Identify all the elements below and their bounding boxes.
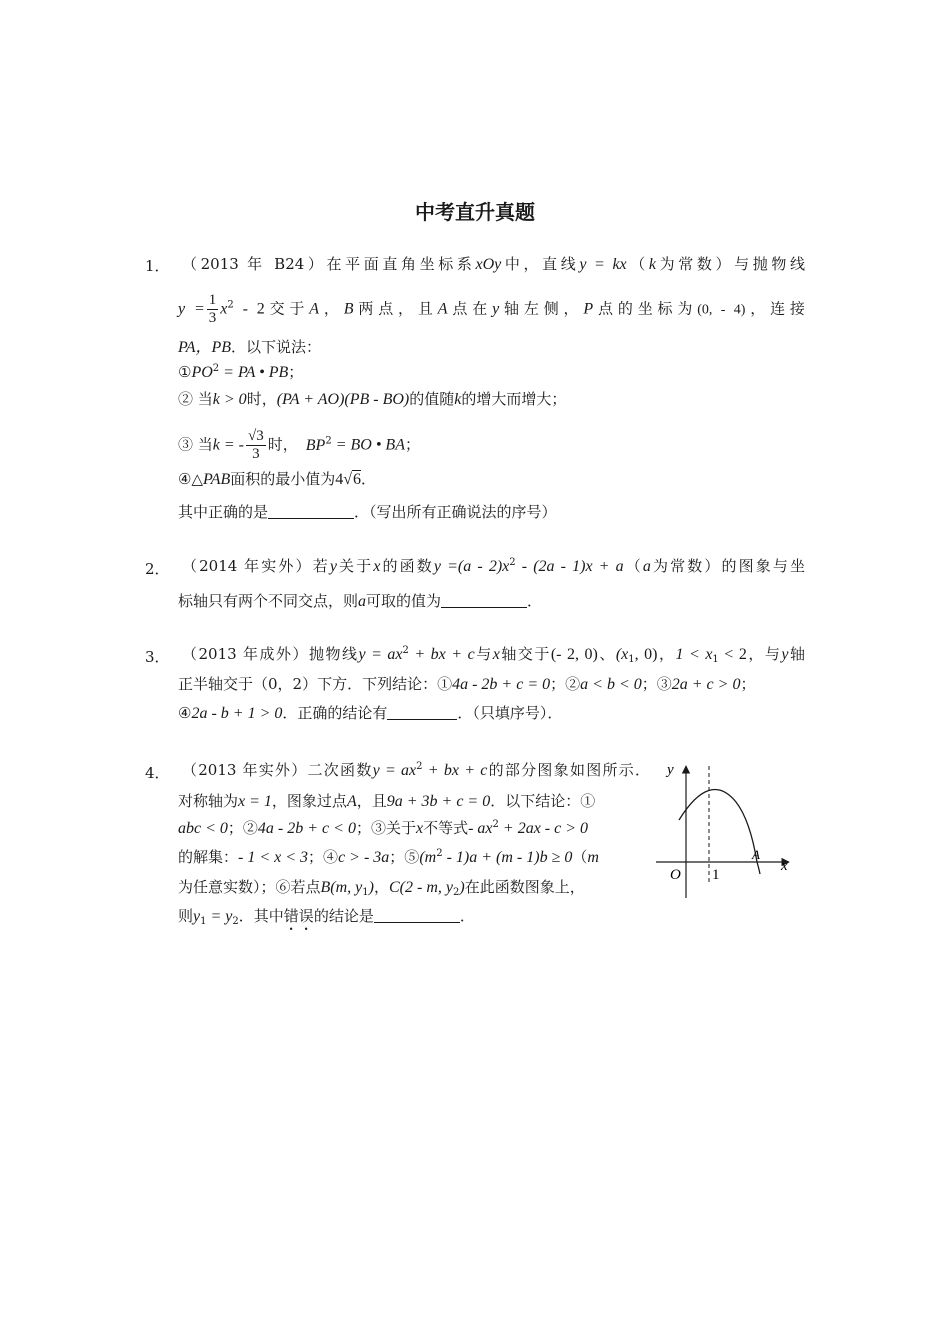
text: ． bbox=[361, 470, 377, 488]
tick-label-1: 1 bbox=[712, 867, 720, 883]
text: ， bbox=[657, 645, 676, 663]
exponent: 2 bbox=[492, 819, 499, 830]
q2-line-1 bbox=[182, 556, 805, 577]
math: - ax bbox=[468, 820, 493, 837]
math: y = bbox=[178, 300, 205, 318]
denominator: 3 bbox=[208, 310, 217, 326]
question-number: 2． bbox=[145, 560, 170, 578]
math: 9a + 3b + c = 0 bbox=[386, 793, 491, 810]
math: abc < 0 bbox=[178, 820, 228, 837]
math: x bbox=[492, 646, 500, 663]
text: 时， bbox=[246, 390, 277, 408]
text: （ bbox=[572, 848, 588, 866]
parabola-graph bbox=[652, 758, 797, 903]
exponent: 2 bbox=[436, 848, 443, 859]
q3-line-1 bbox=[182, 644, 805, 665]
q2-line-2 bbox=[178, 591, 542, 612]
math: k bbox=[648, 256, 657, 273]
math: y bbox=[781, 646, 789, 663]
subscript: 1 bbox=[628, 654, 635, 665]
math: x = 1 bbox=[238, 793, 272, 810]
math: - 2 bbox=[233, 300, 265, 318]
text: 两点，且 bbox=[353, 299, 438, 318]
math: BP bbox=[305, 436, 326, 454]
text: ；④ bbox=[308, 848, 339, 866]
text: 标轴只有两个不同交点，则 bbox=[178, 592, 359, 610]
answer-blank[interactable] bbox=[374, 907, 460, 923]
q1-line-2 bbox=[178, 292, 805, 327]
subscript: 2 bbox=[232, 916, 239, 927]
math: x bbox=[415, 820, 424, 837]
text: ① bbox=[178, 363, 192, 381]
math: C(2 - m, y bbox=[389, 879, 453, 896]
math: P bbox=[583, 300, 594, 318]
q4-line-4 bbox=[178, 847, 599, 868]
math: y bbox=[329, 558, 337, 575]
text: 为任意实数）；⑥若点 bbox=[178, 878, 321, 896]
math: PA，PB bbox=[178, 339, 232, 356]
text: 其中正确的是 bbox=[178, 503, 269, 521]
text: ；⑤ bbox=[389, 848, 420, 866]
text: 轴交于 bbox=[499, 645, 551, 663]
x-axis-label: x bbox=[781, 858, 788, 874]
text: ，图象过点 bbox=[271, 792, 347, 810]
origin-label: O bbox=[670, 867, 681, 883]
math: A bbox=[437, 300, 448, 318]
text: 的函数 bbox=[380, 557, 434, 575]
text: 交于 bbox=[264, 299, 310, 318]
text: ，与 bbox=[746, 645, 782, 663]
math: k > 0 bbox=[212, 391, 247, 408]
text: 若 bbox=[312, 557, 330, 575]
answer-blank[interactable] bbox=[268, 503, 354, 519]
text: 关于 bbox=[336, 557, 374, 575]
q3-line-3 bbox=[178, 703, 562, 724]
text: 在平面直角坐标系 bbox=[326, 255, 476, 273]
math: 4a - 2b + c < 0 bbox=[257, 820, 356, 837]
math: ) bbox=[368, 879, 374, 896]
math: y = ax bbox=[358, 646, 403, 663]
math: x bbox=[373, 558, 381, 575]
math: y = ax bbox=[372, 762, 417, 779]
numerator: √3 bbox=[248, 428, 264, 444]
q4-line-2 bbox=[178, 791, 595, 812]
text: 的部分图象如图所示． bbox=[487, 761, 650, 779]
text: （ bbox=[626, 255, 649, 273]
math: 2a + c > 0 bbox=[671, 676, 741, 693]
numerator: 1 bbox=[208, 292, 217, 308]
text: 、 bbox=[597, 645, 616, 663]
q1-statement-3 bbox=[178, 428, 420, 463]
text: ， bbox=[373, 878, 389, 896]
math: (x bbox=[615, 646, 629, 663]
text: 则 bbox=[178, 907, 194, 925]
q4-line-1 bbox=[182, 760, 650, 781]
exponent: 2 bbox=[325, 435, 332, 447]
text: ；② bbox=[550, 675, 581, 693]
math: - 1 < x < 3 bbox=[238, 849, 309, 866]
question-number: 1． bbox=[145, 257, 170, 275]
text: ② 当 bbox=[178, 390, 213, 408]
math: (m bbox=[419, 849, 437, 866]
text: ；③关于 bbox=[355, 819, 416, 837]
text: 的结论是 bbox=[313, 907, 374, 925]
math: (PA + AO)(PB - BO) bbox=[276, 391, 410, 408]
source-tag: （2013 年实外） bbox=[182, 761, 308, 779]
text: ． bbox=[527, 592, 543, 610]
math: PAB bbox=[202, 471, 231, 488]
math: < 2 bbox=[718, 646, 747, 663]
text: ．（只填序号）． bbox=[457, 704, 563, 722]
math: x bbox=[220, 300, 228, 318]
text: 对称轴为 bbox=[178, 792, 239, 810]
page-title: 中考直升真题 bbox=[415, 200, 535, 224]
text: 中，直线 bbox=[501, 255, 580, 273]
math: m bbox=[587, 849, 599, 866]
math: y = kx bbox=[579, 256, 627, 273]
text: 不等式 bbox=[423, 819, 469, 837]
text: 点在 bbox=[447, 299, 493, 318]
subscript: 1 bbox=[362, 887, 369, 898]
exponent: 2 bbox=[416, 761, 423, 772]
q1-statement-1 bbox=[178, 362, 303, 383]
math: = BO • BA bbox=[331, 436, 405, 454]
math: A bbox=[346, 793, 357, 810]
q1-statement-2 bbox=[178, 389, 566, 410]
math: PO bbox=[191, 364, 213, 381]
math: + bx + c bbox=[408, 646, 475, 663]
text: 面积的最小值为 bbox=[230, 470, 336, 488]
text: 为常数）与抛物线 bbox=[656, 255, 805, 273]
math: c > - 3a bbox=[338, 849, 390, 866]
text: 二次函数 bbox=[307, 761, 373, 779]
math: a bbox=[358, 593, 367, 610]
math: B bbox=[343, 300, 354, 318]
text: ， bbox=[319, 299, 344, 318]
math: y bbox=[492, 300, 500, 318]
math: ) bbox=[459, 879, 465, 896]
denominator: 3 bbox=[252, 446, 260, 462]
text: 的解集： bbox=[178, 848, 239, 866]
math: + bx + c bbox=[422, 762, 488, 779]
q1-answer-line bbox=[178, 502, 557, 522]
math: = PA • PB bbox=[219, 364, 289, 381]
radicand: 6 bbox=[353, 471, 362, 488]
text: （ bbox=[623, 557, 643, 575]
text: ③ 当 bbox=[178, 435, 213, 454]
text: ④△ bbox=[178, 470, 203, 488]
math: + 2ax - c > 0 bbox=[498, 820, 589, 837]
math: (- 2, 0) bbox=[550, 646, 598, 663]
source-tag: （2013 年成外） bbox=[182, 645, 309, 663]
fraction bbox=[207, 292, 219, 327]
math: , 0) bbox=[634, 646, 658, 663]
text: ； bbox=[404, 435, 420, 454]
text: ； bbox=[740, 675, 756, 693]
q1-line-3 bbox=[178, 337, 321, 358]
text: 轴 bbox=[788, 645, 805, 663]
text: ；② bbox=[227, 819, 258, 837]
text: 的值随 bbox=[409, 390, 455, 408]
subscript: 1 bbox=[712, 654, 719, 665]
math: y =(a - 2)x bbox=[433, 558, 510, 575]
math: 2a - b + 1 > 0 bbox=[191, 705, 283, 722]
exponent: 2 bbox=[212, 363, 220, 374]
math: k = - bbox=[212, 436, 245, 454]
q1-statement-4 bbox=[178, 469, 376, 490]
text: ． bbox=[459, 907, 475, 925]
subscript: 2 bbox=[452, 887, 460, 898]
text: ．其中 bbox=[238, 907, 284, 925]
text: ；③ bbox=[641, 675, 672, 693]
q4-line-6 bbox=[178, 906, 475, 934]
math: = y bbox=[206, 908, 233, 925]
answer-blank[interactable] bbox=[441, 592, 527, 608]
exponent: 2 bbox=[509, 557, 516, 568]
math: - 1)a + (m - 1)b ≥ 0 bbox=[442, 849, 573, 866]
text: 在此函数图象上， bbox=[464, 878, 585, 896]
text: 的增大而增大； bbox=[461, 390, 567, 408]
q1-line-1 bbox=[182, 254, 805, 275]
question-number: 4． bbox=[145, 764, 170, 782]
math: (0, - 4) bbox=[697, 302, 746, 318]
text: 抛物线 bbox=[308, 645, 359, 663]
source-tag: （2014 年实外） bbox=[182, 557, 313, 575]
source-tag: （2013 年 B24） bbox=[182, 255, 327, 273]
y-axis-label: y bbox=[667, 762, 674, 778]
text: ．正确的结论有 bbox=[282, 704, 388, 722]
math: 1 < x bbox=[675, 646, 713, 663]
math: B(m, y bbox=[320, 879, 363, 896]
q4-line-3 bbox=[178, 818, 588, 839]
math: k bbox=[454, 391, 462, 408]
point-a-label: A bbox=[752, 847, 760, 862]
fraction bbox=[246, 428, 266, 463]
q4-line-5 bbox=[178, 877, 585, 898]
text: ．（写出所有正确说法的序号） bbox=[354, 503, 557, 521]
text: ，连接 bbox=[745, 299, 805, 318]
question-number: 3． bbox=[145, 648, 170, 666]
math: - (2a - 1)x + a bbox=[515, 558, 624, 575]
q3-line-2 bbox=[178, 674, 755, 695]
exponent: 2 bbox=[227, 299, 234, 311]
subscript: 1 bbox=[200, 916, 207, 927]
text: 点的坐标为 bbox=[593, 299, 698, 318]
text: ．以下结论：① bbox=[490, 792, 596, 810]
math: xOy bbox=[475, 256, 502, 273]
text: ； bbox=[288, 363, 304, 381]
math: y bbox=[193, 908, 201, 925]
math: 4 bbox=[335, 471, 344, 488]
parabola-curve bbox=[679, 790, 760, 874]
text: ，且 bbox=[356, 792, 387, 810]
text: 轴左侧， bbox=[499, 299, 584, 318]
text: 时， bbox=[267, 435, 298, 454]
text: ④ bbox=[178, 704, 192, 722]
answer-blank[interactable] bbox=[387, 704, 457, 720]
math: a < b < 0 bbox=[580, 676, 642, 693]
math: A bbox=[309, 300, 320, 318]
text: 可取的值为 bbox=[366, 592, 442, 610]
emphasized-text: 错误 bbox=[283, 907, 314, 925]
text: 与 bbox=[474, 645, 493, 663]
text: 为常数）的图象与坐 bbox=[650, 557, 805, 575]
sqrt-sign: √ bbox=[343, 471, 353, 488]
text: 正半轴交于（0，2）下方．下列结论：① bbox=[178, 675, 453, 693]
math: a bbox=[642, 558, 651, 575]
exponent: 2 bbox=[402, 645, 409, 656]
math: 4a - 2b + c = 0 bbox=[452, 676, 551, 693]
text: ．以下说法： bbox=[231, 338, 322, 356]
